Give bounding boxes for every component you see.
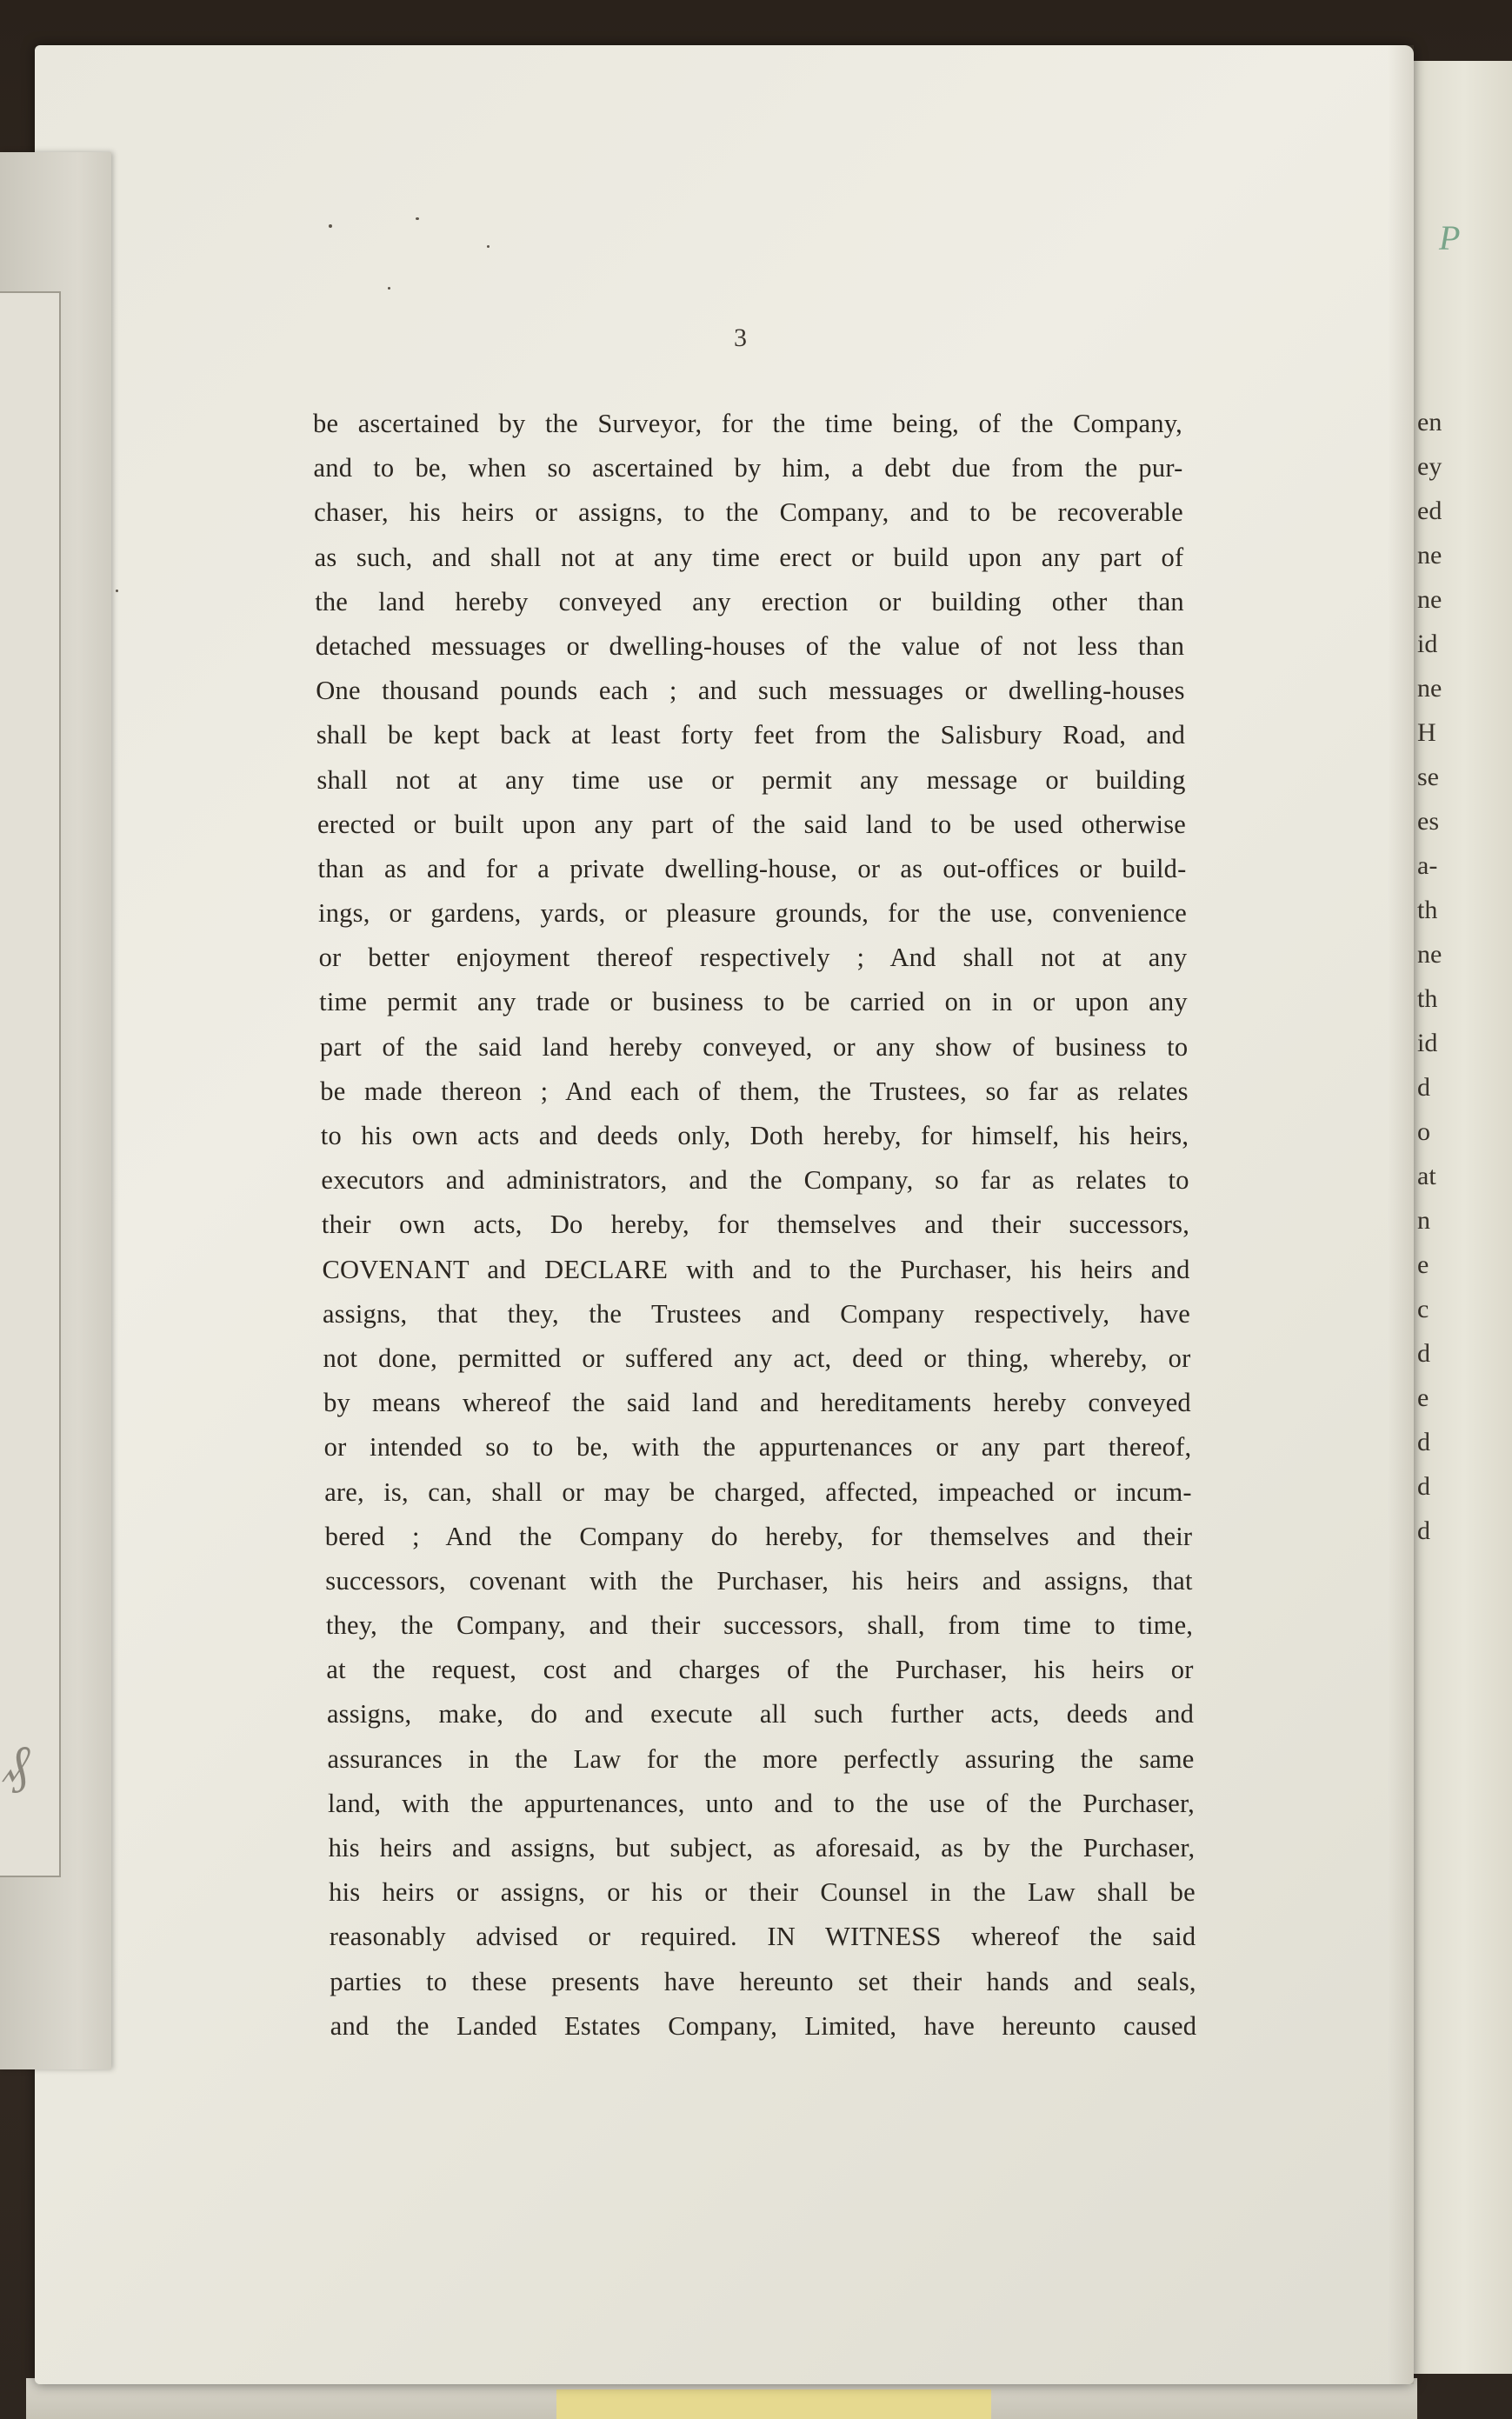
text-line: and to be, when so ascertained by him, a debt due from the pur- (313, 453, 1183, 483)
text-line: be made thereon ; And each of them, the Trustees, so far as relates (320, 1076, 1189, 1106)
speck (329, 224, 332, 228)
text-line: to his own acts and deeds only, Doth hereby, for himself, his heirs, (320, 1121, 1189, 1150)
adjacent-page-letters: en ey ed ne ne id ne H se es a- th ne th id d o at n e c d e d d d (1417, 408, 1442, 1545)
text-line: time permit any trade or business to be carried on in or upon any (319, 987, 1188, 1017)
text-line: as such, and shall not at any time erect or build upon any part of (314, 542, 1184, 572)
text-line: not done, permitted or suffered any act, deed or thing, whereby, or (323, 1343, 1191, 1373)
speck (388, 287, 390, 290)
text-line: assigns, make, do and execute all such further acts, deeds and (326, 1699, 1195, 1729)
text-line: the land hereby conveyed any erection or building other than (315, 586, 1184, 616)
text-line: parties to these presents have hereunto set their hands and seals, (330, 1966, 1196, 1996)
text-line: chaser, his heirs or assigns, to the Company, and to be recoverable (314, 497, 1183, 528)
text-line: shall be kept back at least forty feet from the Salisbury Road, and (316, 720, 1186, 750)
text-line: ings, or gardens, yards, or pleasure grounds, for the use, convenience (318, 898, 1187, 929)
text-line: reasonably advised or required. IN WITNESS whereof the said (329, 1922, 1196, 1952)
text-line: be ascertained by the Surveyor, for the time being, of the Company, (313, 409, 1182, 438)
text-line: assigns, that they, the Trustees and Company respectively, have (323, 1298, 1190, 1329)
text-line: shall not at any time use or permit any message or building (316, 764, 1186, 795)
speck (487, 245, 490, 248)
pencil-scribble: ₰ (3, 1736, 30, 1793)
text-line: executors and administrators, and the Company, so far as relates to (321, 1165, 1189, 1196)
text-line: or better enjoyment thereof respectively ; And shall not at any (318, 943, 1188, 973)
text-line: than as and for a private dwelling-house, or as out-offices or build- (317, 853, 1187, 883)
text-line: land, with the appurtenances, unto and to the use of the Purchaser, (328, 1788, 1195, 1818)
yellow-strip (556, 2389, 991, 2419)
text-line: COVENANT and DECLARE with and to the Purchaser, his heirs and (322, 1254, 1190, 1284)
text-line: erected or built upon any part of the said land to be used otherwise (316, 809, 1187, 839)
text-line: his heirs or assigns, or his or their Counsel in the Law shall be (329, 1877, 1196, 1908)
text-line: assurances in the Law for the more perfectly assuring the same (327, 1743, 1195, 1774)
speck (116, 590, 118, 592)
document-body (313, 402, 1197, 2049)
text-line: their own acts, Do hereby, for themselves and their successors, (321, 1210, 1190, 1240)
text-line: bered ; And the Company do hereby, for themselves and their (324, 1521, 1193, 1551)
page-number: 3 (734, 323, 747, 352)
text-line: part of the said land hereby conveyed, or any show of business to (319, 1031, 1189, 1062)
left-overlay-sheet (0, 152, 111, 2069)
text-line: or intended so to be, with the appurtenances or any part thereof, (323, 1432, 1192, 1463)
left-sheet-frame (0, 291, 61, 1877)
text-line: they, the Company, and their successors, shall, from time to time, (325, 1610, 1194, 1641)
text-line: at the request, cost and charges of the Purchaser, his heirs or (326, 1655, 1194, 1685)
text-line: his heirs and assigns, but subject, as aforesaid, as by the Purchaser, (328, 1833, 1196, 1863)
text-line: and the Landed Estates Company, Limited, have hereunto caused (330, 2010, 1197, 2041)
text-line: detached messuages or dwelling-houses of the value of not less than (315, 630, 1185, 661)
green-pencil-mark: P (1439, 218, 1461, 257)
text-line: successors, covenant with the Purchaser, his heirs and assigns, that (325, 1565, 1193, 1596)
text-line: by means whereof the said land and hereditaments hereby conveyed (323, 1388, 1191, 1418)
text-line: One thousand pounds each ; and such messuages or dwelling-houses (316, 676, 1185, 706)
speck (416, 217, 419, 220)
text-line: are, is, can, shall or may be charged, affected, impeached or incum- (324, 1476, 1192, 1507)
